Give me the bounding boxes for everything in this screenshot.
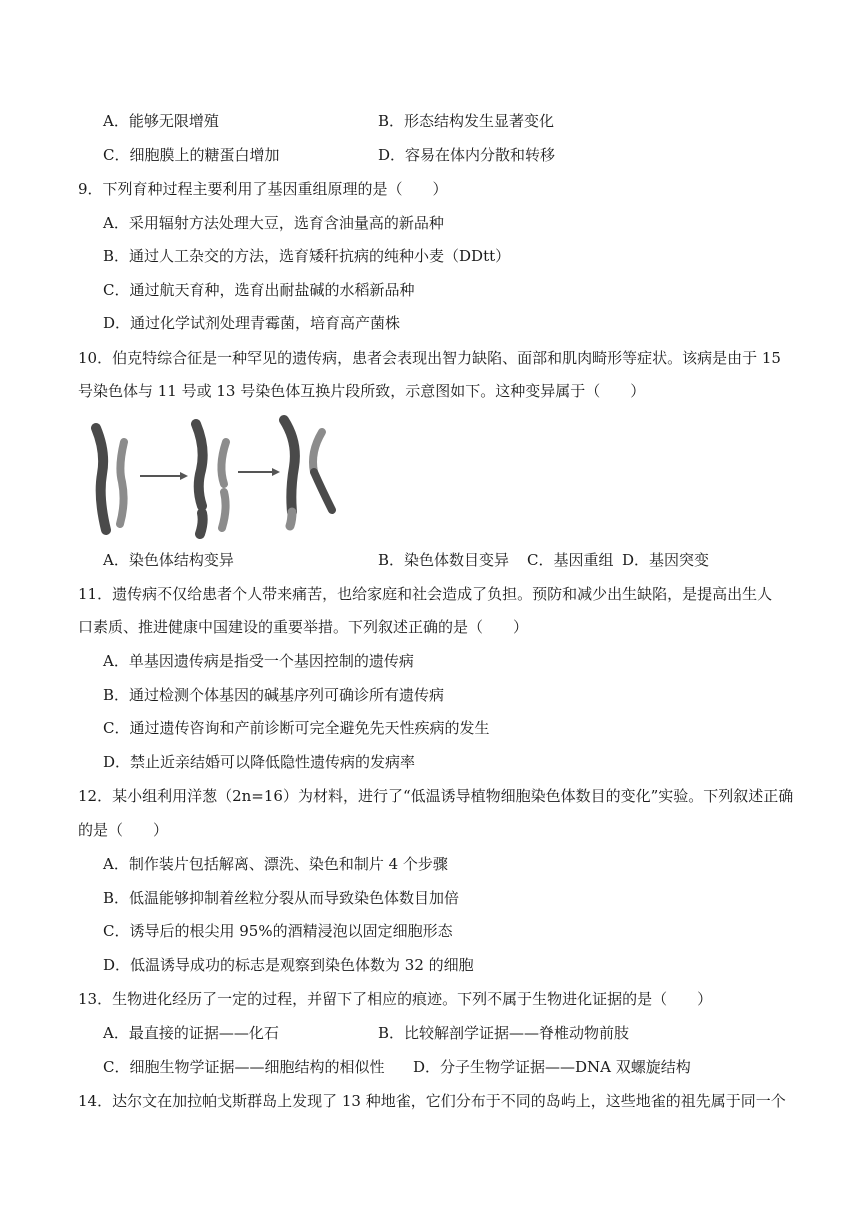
q11-stem-line1: 11．遗传病不仅给患者个人带来痛苦，也给家庭和社会造成了负担。预防和减少出生缺陷，是提高出生人 xyxy=(78,585,773,603)
q9-option-c: C．通过航天育种，选育出耐盐碱的水稻新品种 xyxy=(103,281,415,299)
q8-option-b: B．形态结构发生显著变化 xyxy=(378,112,555,130)
q12-stem-line2: 的是（ ） xyxy=(78,821,169,839)
q8-option-c: C．细胞膜上的糖蛋白增加 xyxy=(103,146,280,164)
q13-stem: 13．生物进化经历了一定的过程，并留下了相应的痕迹。下列不属于生物进化证据的是（ ） xyxy=(78,990,713,1008)
q14-stem-line1: 14．达尔文在加拉帕戈斯群岛上发现了 13 种地雀，它们分布于不同的岛屿上，这些地雀的祖先属于同一个 xyxy=(78,1092,786,1110)
chromosome-pair-original xyxy=(96,428,124,530)
q10-stem-line2: 号染色体与 11 号或 13 号染色体互换片段所致，示意图如下。这种变异属于（ ） xyxy=(78,382,646,400)
q11-option-c: C．通过遗传咨询和产前诊断可完全避免先天性疾病的发生 xyxy=(103,719,490,737)
chromosome-translocation-figure xyxy=(86,412,346,542)
q13-option-c: C．细胞生物学证据——细胞结构的相似性 xyxy=(103,1058,385,1076)
q13-option-b: B．比较解剖学证据——脊椎动物前肢 xyxy=(378,1024,630,1042)
q9-stem: 9．下列育种过程主要利用了基因重组原理的是（ ） xyxy=(78,180,448,198)
arrow-icon xyxy=(238,468,280,476)
q12-option-c: C．诱导后的根尖用 95%的酒精浸泡以固定细胞形态 xyxy=(103,922,453,940)
q10-option-b: B．染色体数目变异 xyxy=(378,551,510,569)
chromosome-pair-translocated xyxy=(284,420,332,526)
q13-option-a: A．最直接的证据——化石 xyxy=(103,1024,279,1042)
q11-option-a: A．单基因遗传病是指受一个基因控制的遗传病 xyxy=(103,652,414,670)
q10-option-a: A．染色体结构变异 xyxy=(103,551,234,569)
q11-option-d: D．禁止近亲结婚可以降低隐性遗传病的发病率 xyxy=(103,753,416,771)
q8-option-a: A．能够无限增殖 xyxy=(103,112,219,130)
q11-option-b: B．通过检测个体基因的碱基序列可确诊所有遗传病 xyxy=(103,686,445,704)
q11-stem-line2: 口素质、推进健康中国建设的重要举措。下列叙述正确的是（ ） xyxy=(78,618,529,636)
q10-option-d: D．基因突变 xyxy=(622,551,710,569)
q10-option-c: C．基因重组 xyxy=(527,551,614,569)
q9-option-a: A．采用辐射方法处理大豆，选育含油量高的新品种 xyxy=(103,214,444,232)
q12-option-a: A．制作装片包括解离、漂洗、染色和制片 4 个步骤 xyxy=(103,855,448,873)
q12-option-d: D．低温诱导成功的标志是观察到染色体数为 32 的细胞 xyxy=(103,956,474,974)
q10-stem-line1: 10．伯克特综合征是一种罕见的遗传病，患者会表现出智力缺陷、面部和肌肉畸形等症状。该病是由于 15 xyxy=(78,349,781,367)
chromosome-pair-breakage xyxy=(196,424,226,534)
q9-option-b: B．通过人工杂交的方法，选育矮秆抗病的纯种小麦（DDtt） xyxy=(103,247,511,265)
q12-option-b: B．低温能够抑制着丝粒分裂从而导致染色体数目加倍 xyxy=(103,889,460,907)
q12-stem-line1: 12．某小组利用洋葱（2n=16）为材料，进行了“低温诱导植物细胞染色体数目的变化”实验。下列叙述正确 xyxy=(78,787,794,805)
q9-option-d: D．通过化学试剂处理青霉菌，培育高产菌株 xyxy=(103,314,401,332)
arrow-icon xyxy=(140,472,188,480)
q8-option-d: D．容易在体内分散和转移 xyxy=(378,146,556,164)
q13-option-d: D．分子生物学证据——DNA 双螺旋结构 xyxy=(413,1058,691,1076)
